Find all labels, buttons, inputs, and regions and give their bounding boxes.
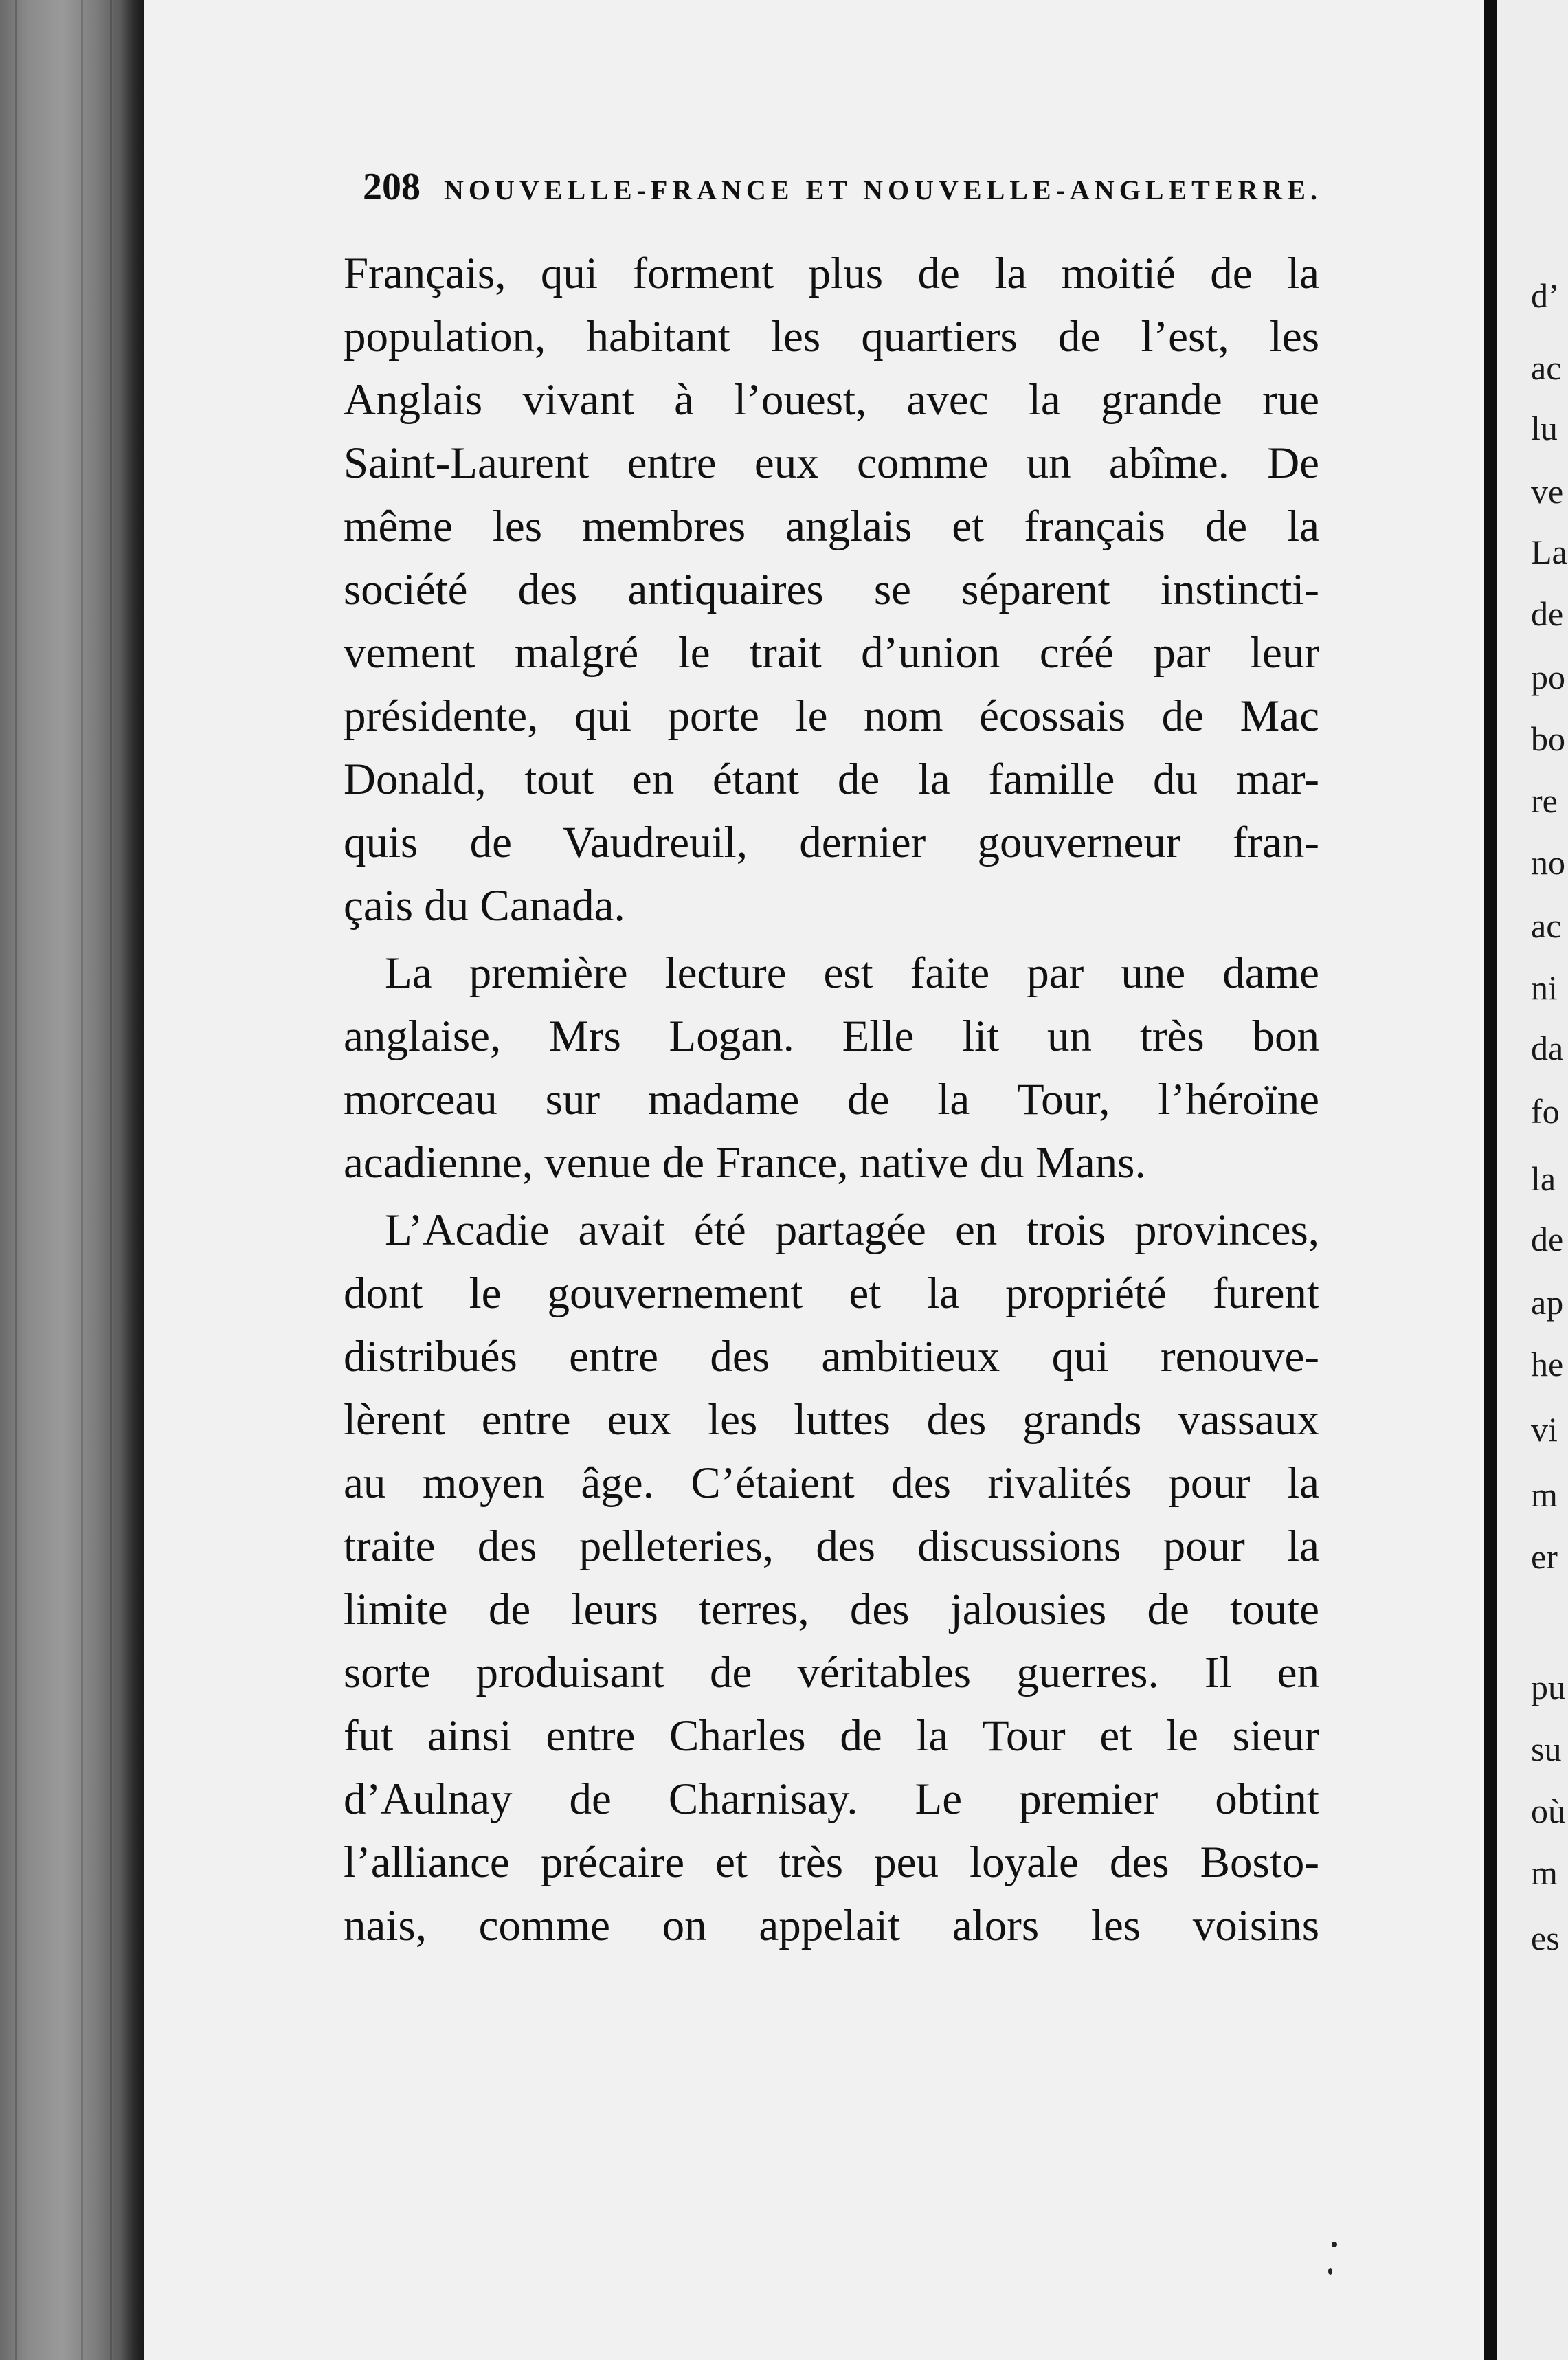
running-title: NOUVELLE-FRANCE ET NOUVELLE-ANGLETERRE. [444, 175, 1322, 205]
text-line: anglaise, Mrs Logan. Elle lit un très bon [344, 1012, 1319, 1061]
text-line: lèrent entre eux les luttes des grands vassaux [344, 1395, 1319, 1445]
next-page-fragment: pu [1531, 1668, 1565, 1706]
next-page-fragment: vi [1531, 1410, 1558, 1449]
text-line: sorte produisant de véritables guerres. Il en [344, 1648, 1319, 1697]
next-page-fragment: er [1531, 1537, 1558, 1576]
text-line: présidente, qui porte le nom écossais de Mac [344, 691, 1319, 741]
binding-shadow-line [110, 0, 112, 2360]
next-page-fragment: de [1531, 594, 1564, 633]
text-line: morceau sur madame de la Tour, l’héroïne [344, 1075, 1319, 1124]
scan-speck [1332, 2242, 1337, 2247]
text-line: société des antiquaires se séparent instincti- [344, 565, 1319, 614]
binding-shadow-line [81, 0, 83, 2360]
text-line: traite des pelleteries, des discussions pour la [344, 1522, 1319, 1571]
next-page-fragment: po [1531, 658, 1565, 696]
text-line: acadienne, venue de France, native du Mans. [344, 1138, 1146, 1188]
text-line: Anglais vivant à l’ouest, avec la grande rue [344, 375, 1319, 425]
next-page-fragment: La [1531, 533, 1567, 571]
next-page-fragment: re [1531, 781, 1558, 820]
text-line: vement malgré le trait d’union créé par leur [344, 628, 1319, 678]
next-page-fragment: fo [1531, 1092, 1560, 1131]
paragraph [344, 942, 1319, 1194]
text-line: L’Acadie avait été partagée en trois provinces, [385, 1205, 1319, 1255]
page-number: 208 [363, 166, 421, 208]
next-page-fragment: ni [1531, 968, 1558, 1007]
next-page-fragment: da [1531, 1029, 1564, 1067]
text-line: Donald, tout en étant de la famille du mar- [344, 755, 1319, 804]
next-page-fragment: bo [1531, 720, 1565, 758]
next-page-fragment: he [1531, 1345, 1564, 1383]
text-line: l’alliance précaire et très peu loyale des Bosto- [344, 1838, 1319, 1887]
next-page-fragment: no [1531, 843, 1565, 882]
body-text [344, 242, 1319, 1957]
next-page-fragment: ap [1531, 1283, 1564, 1322]
next-page-fragment: où [1531, 1792, 1565, 1830]
next-page-fragment: ac [1531, 348, 1562, 387]
text-line: même les membres anglais et français de la [344, 502, 1319, 551]
paragraph [344, 242, 1319, 937]
text-line: çais du Canada. [344, 881, 625, 931]
text-line: distribués entre des ambitieux qui renouve- [344, 1332, 1319, 1381]
next-page-fragment: ve [1531, 472, 1564, 511]
next-page-fragment: m [1531, 1854, 1558, 1892]
next-page-fragment: m [1531, 1476, 1558, 1514]
text-line: nais, comme on appelait alors les voisins [344, 1901, 1319, 1950]
text-line: fut ainsi entre Charles de la Tour et le sieur [344, 1711, 1319, 1761]
next-page-fragment: la [1531, 1159, 1556, 1198]
next-page-fragment: es [1531, 1919, 1560, 1957]
next-page-fragment: ac [1531, 906, 1562, 945]
text-line: d’Aulnay de Charnisay. Le premier obtint [344, 1774, 1319, 1824]
paragraph [344, 1199, 1319, 1957]
scan-speck [1328, 2268, 1332, 2275]
running-head [363, 165, 1339, 220]
next-page-fragment: de [1531, 1220, 1564, 1258]
next-page-fragment: lu [1531, 409, 1558, 447]
text-line: au moyen âge. C’étaient des rivalités pour la [344, 1458, 1319, 1508]
text-line: Saint-Laurent entre eux comme un abîme. De [344, 438, 1319, 488]
binding-shadow-line [15, 0, 17, 2360]
text-line: Français, qui forment plus de la moitié de la [344, 249, 1319, 298]
text-line: dont le gouvernement et la propriété furent [344, 1269, 1319, 1318]
next-page-fragment: su [1531, 1730, 1562, 1768]
text-line: population, habitant les quartiers de l’est, les [344, 312, 1319, 361]
book-binding-edge [0, 0, 144, 2360]
text-line: limite de leurs terres, des jalousies de toute [344, 1585, 1319, 1634]
text-line: quis de Vaudreuil, dernier gouverneur fran- [344, 818, 1319, 867]
next-page-edge [1497, 0, 1568, 2360]
text-line: La première lecture est faite par une dame [385, 948, 1319, 998]
page-gutter [1484, 0, 1497, 2360]
next-page-fragment: d’ [1531, 276, 1560, 315]
